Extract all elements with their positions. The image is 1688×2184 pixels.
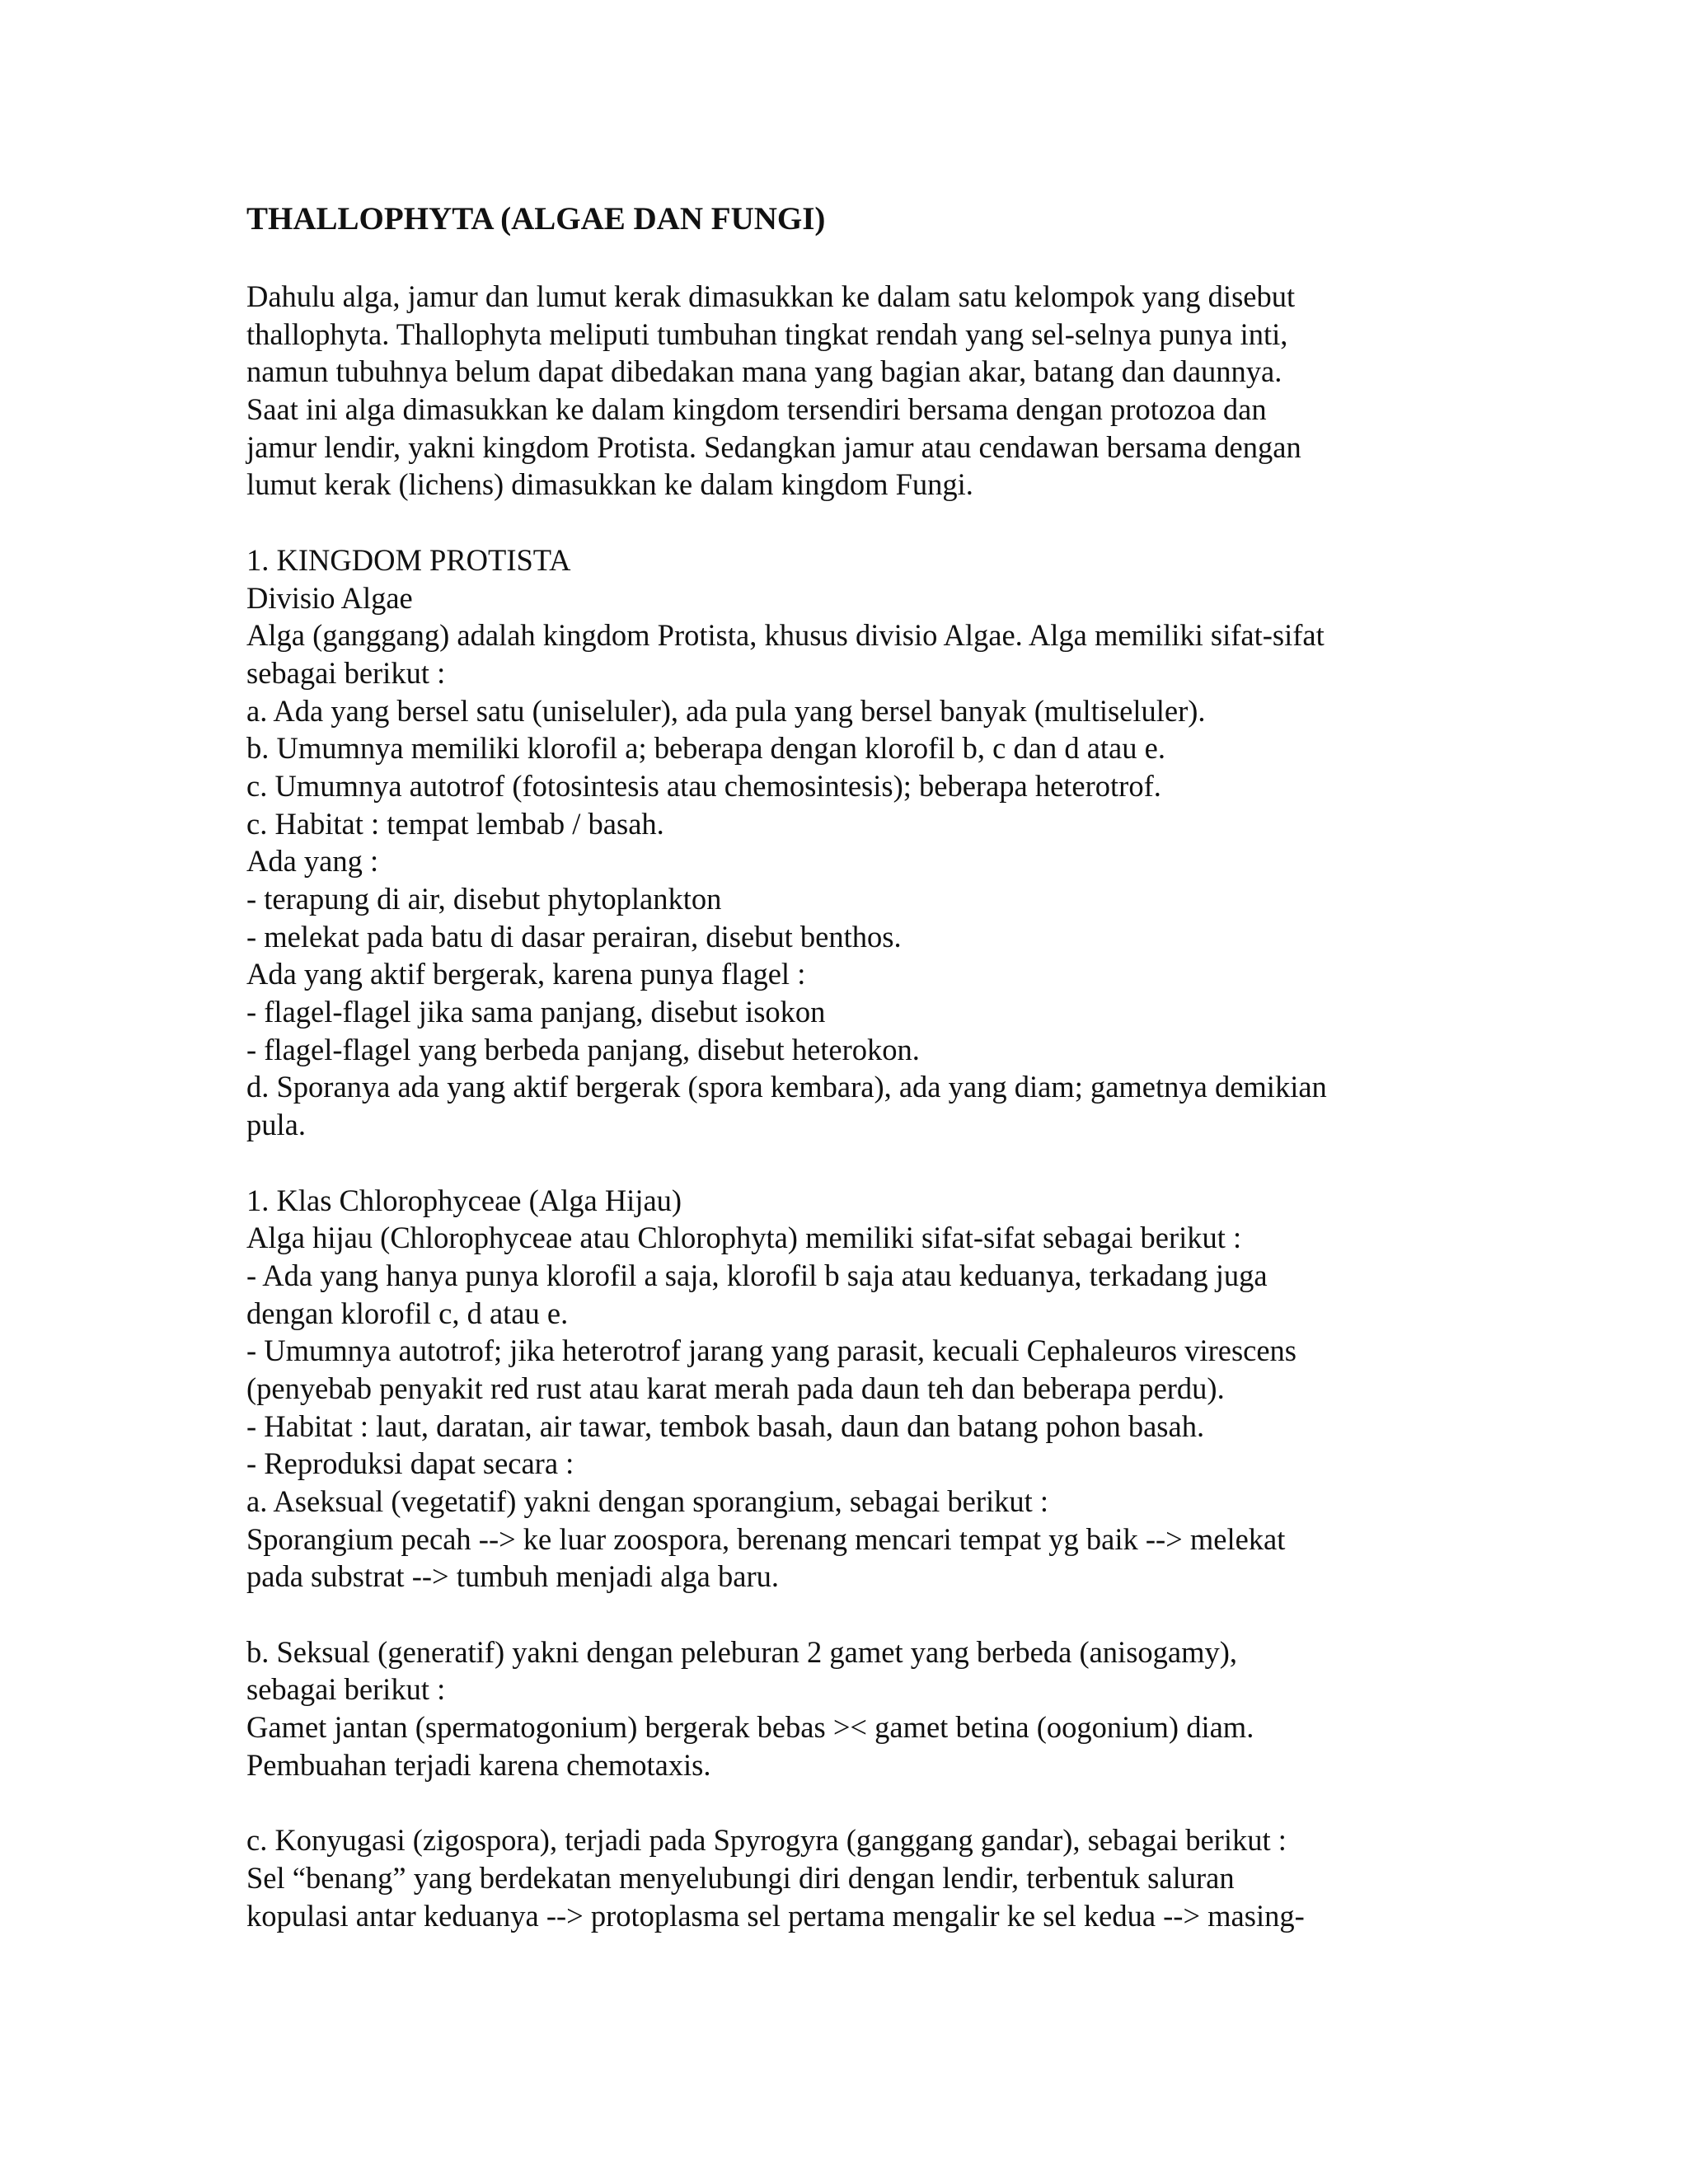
text-line: Saat ini alga dimasukkan ke dalam kingdom tersendiri bersama dengan protozoa dan (246, 392, 1267, 427)
text-line: (penyebab penyakit red rust atau karat merah pada daun teh dan beberapa perdu). (246, 1371, 1225, 1405)
subsection-heading: Divisio Algae (246, 580, 413, 615)
list-item: c. Konyugasi (zigospora), terjadi pada Spyrogyra (ganggang gandar), sebagai berikut : (246, 1823, 1287, 1858)
section-heading: 1. KINGDOM PROTISTA (246, 542, 571, 577)
list-item: a. Ada yang bersel satu (uniseluler), ada pula yang bersel banyak (multiseluler). (246, 693, 1206, 728)
text-line: dengan klorofil c, d atau e. (246, 1296, 569, 1330)
list-item: b. Umumnya memiliki klorofil a; beberapa dengan klorofil b, c dan d atau e. (246, 731, 1165, 766)
konyugasi-paragraph (246, 1821, 1483, 1934)
text-line: jamur lendir, yakni kingdom Protista. Sedangkan jamur atau cendawan bersama dengan (246, 429, 1301, 464)
text-line: Ada yang : (246, 844, 379, 879)
list-item: - terapung di air, disebut phytoplankton (246, 882, 722, 916)
list-item: a. Aseksual (vegetatif) yakni dengan sporangium, sebagai berikut : (246, 1484, 1049, 1518)
list-item: - flagel-flagel yang berbeda panjang, disebut heterokon. (246, 1032, 920, 1066)
document-page (246, 200, 1483, 1934)
document-title: THALLOPHYTA (ALGAE DAN FUNGI) (246, 201, 826, 237)
text-line: namun tubuhnya belum dapat dibedakan mana yang bagian akar, batang dan daunnya. (246, 354, 1282, 389)
text-line: lumut kerak (lichens) dimasukkan ke dalam kingdom Fungi. (246, 467, 973, 502)
seksual-paragraph (246, 1633, 1483, 1784)
text-line: Alga (ganggang) adalah kingdom Protista, khusus divisio Algae. Alga memiliki sifat-sifat (246, 618, 1325, 653)
text-line: Dahulu alga, jamur dan lumut kerak dimasukkan ke dalam satu kelompok yang disebut (246, 279, 1296, 313)
text-line: Alga hijau (Chlorophyceae atau Chlorophyta) memiliki sifat-sifat sebagai berikut : (246, 1221, 1242, 1255)
list-item: - Ada yang hanya punya klorofil a saja, klorofil b saja atau keduanya, terkadang juga (246, 1258, 1268, 1292)
list-item: - Habitat : laut, daratan, air tawar, tembok basah, daun dan batang pohon basah. (246, 1408, 1205, 1443)
list-item: c. Umumnya autotrof (fotosintesis atau chemosintesis); beberapa heterotrof. (246, 768, 1161, 803)
text-line: Sel “benang” yang berdekatan menyelubungi diri dengan lendir, terbentuk saluran (246, 1860, 1235, 1895)
text-line: Pembuahan terjadi karena chemotaxis. (246, 1747, 711, 1782)
text-line: Sporangium pecah --> ke luar zoospora, berenang mencari tempat yg baik --> melekat (246, 1521, 1286, 1556)
paragraph-gap (246, 504, 1483, 541)
list-item: d. Sporanya ada yang aktif bergerak (spora kembara), ada yang diam; gametnya demikian (246, 1070, 1327, 1104)
list-item: - melekat pada batu di dasar perairan, disebut benthos. (246, 919, 902, 954)
intro-paragraph (246, 278, 1483, 504)
paragraph-gap (246, 1784, 1483, 1822)
kingdom-protista-section (246, 541, 1483, 1144)
text-line: Gamet jantan (spermatogonium) bergerak bebas >< gamet betina (oogonium) diam. (246, 1710, 1254, 1745)
list-item: - flagel-flagel jika sama panjang, disebut isokon (246, 995, 826, 1029)
text-line: pada substrat --> tumbuh menjadi alga baru. (246, 1559, 779, 1594)
list-item: - Reproduksi dapat secara : (246, 1446, 574, 1481)
list-item: c. Habitat : tempat lembab / basah. (246, 806, 664, 841)
text-line: kopulasi antar keduanya --> protoplasma sel pertama mengalir ke sel kedua --> masing- (246, 1898, 1305, 1933)
paragraph-gap (246, 1144, 1483, 1182)
list-item: b. Seksual (generatif) yakni dengan peleburan 2 gamet yang berbeda (anisogamy), (246, 1634, 1238, 1669)
text-line: sebagai berikut : (246, 655, 446, 690)
text-line: sebagai berikut : (246, 1672, 446, 1707)
chlorophyceae-section (246, 1182, 1483, 1596)
text-line: Ada yang aktif bergerak, karena punya flagel : (246, 957, 806, 991)
list-item: - Umumnya autotrof; jika heterotrof jarang yang parasit, kecuali Cephaleuros virescens (246, 1333, 1297, 1368)
paragraph-gap (246, 1596, 1483, 1633)
section-heading: 1. Klas Chlorophyceae (Alga Hijau) (246, 1183, 682, 1217)
text-line: pula. (246, 1108, 306, 1142)
text-line: thallophyta. Thallophyta meliputi tumbuhan tingkat rendah yang sel-selnya punya inti, (246, 316, 1288, 351)
